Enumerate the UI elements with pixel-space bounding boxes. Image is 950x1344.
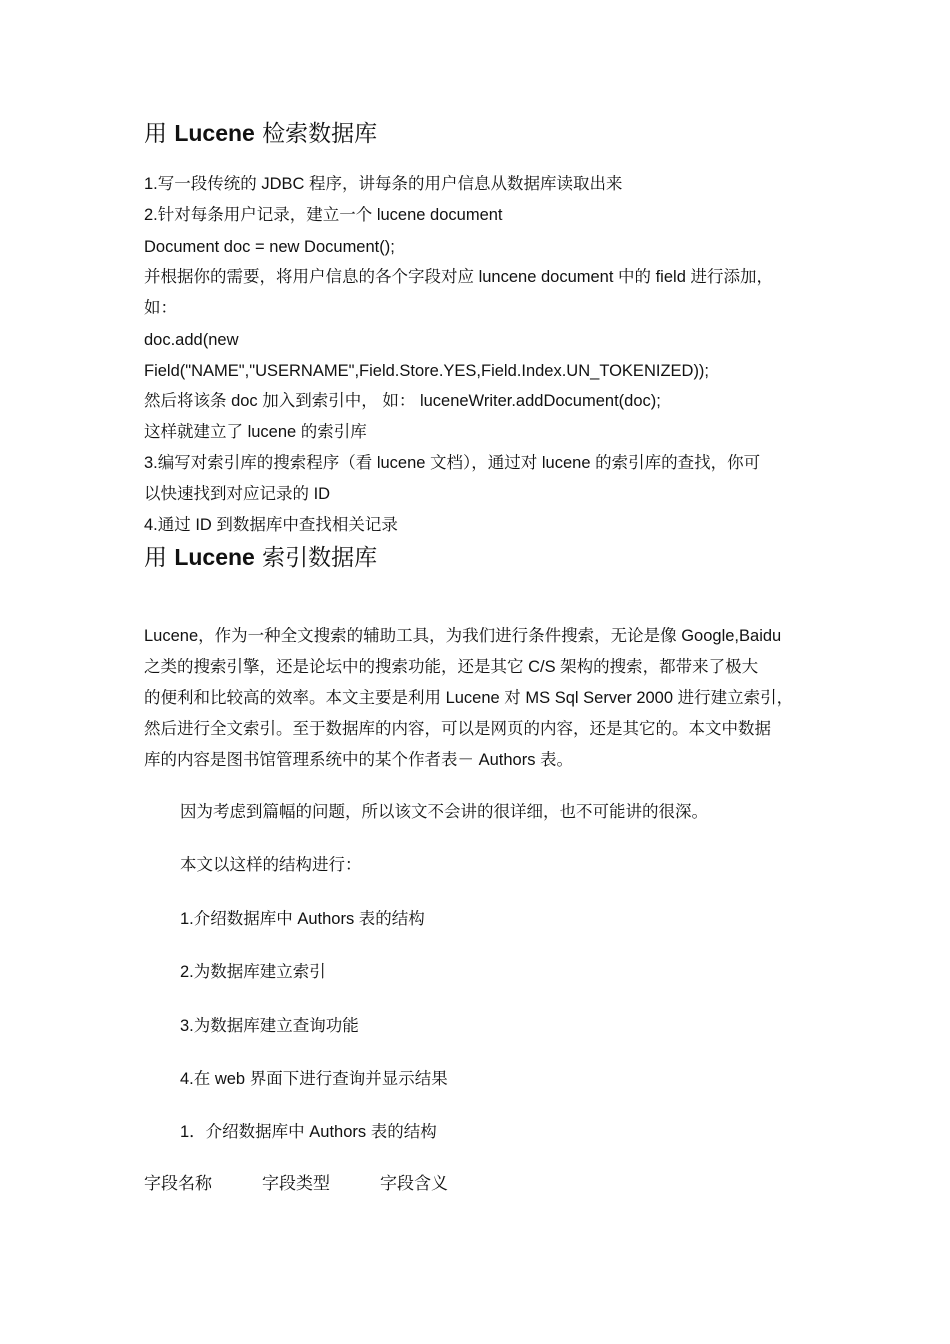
step-1-line: 1.写一段传统的 JDBC 程序，讲每条的用户信息从数据库读取出来 [144, 175, 623, 193]
code-new-document: Document doc = new Document(); [144, 238, 395, 256]
table-header-field-type: 字段类型 [262, 1174, 330, 1194]
intro-line-5: 库的内容是图书馆管理系统中的某个作者表－ Authors 表。 [144, 751, 574, 769]
scope-note: 因为考虑到篇幅的问题，所以该文不会讲的很详细，也不可能讲的很深。 [180, 803, 708, 821]
intro-line-1: Lucene，作为一种全文搜索的辅助工具，为我们进行条件搜索，无论是像 Google,Baidu [144, 627, 782, 645]
field-instruction-cont: 如： [144, 299, 177, 317]
outline-item-1: 1.介绍数据库中 Authors 表的结构 [180, 910, 425, 928]
step-3-cont: 以快速找到对应记录的 ID [144, 485, 331, 503]
outline-item-3: 3.为数据库建立查询功能 [180, 1017, 359, 1035]
outline-item-4: 4.在 web 界面下进行查询并显示结果 [180, 1070, 448, 1088]
step-4-line: 4.通过 ID 到数据库中查找相关记录 [144, 516, 398, 534]
table-header-field-meaning: 字段含义 [380, 1174, 448, 1194]
intro-line-4: 然后进行全文索引。至于数据库的内容，可以是网页的内容，还是其它的。本文中数据 [144, 720, 771, 738]
heading-search-database: 用 Lucene 检索数据库 [144, 120, 378, 147]
code-field-args: Field("NAME","USERNAME",Field.Store.YES,Field.Index.UN_TOKENIZED)); [144, 362, 710, 380]
intro-line-3: 的便利和比较高的效率。本文主要是利用 Lucene 对 MS Sql Server 2000 进行建立索引， [144, 689, 794, 707]
heading-index-database: 用 Lucene 索引数据库 [144, 544, 378, 571]
add-document-line: 然后将该条 doc 加入到索引中， 如： luceneWriter.addDocument(doc); [144, 392, 661, 410]
index-built-line: 这样就建立了 lucene 的索引库 [144, 423, 367, 441]
table-header-field-name: 字段名称 [144, 1174, 212, 1194]
code-doc-add: doc.add(new [144, 331, 239, 349]
outline-item-2: 2.为数据库建立索引 [180, 963, 326, 981]
intro-line-2: 之类的搜索引擎，还是论坛中的搜索功能，还是其它 C/S 架构的搜索，都带来了极大 [144, 658, 759, 676]
section-1-heading: 1．介绍数据库中 Authors 表的结构 [180, 1123, 437, 1141]
structure-intro: 本文以这样的结构进行： [180, 856, 362, 874]
field-instruction-line: 并根据你的需要，将用户信息的各个字段对应 luncene document 中的 field 进行添加， [144, 268, 773, 286]
step-3-line: 3.编写对索引库的搜索程序（看 lucene 文档），通过对 lucene 的索引库的查找，你可 [144, 454, 761, 472]
step-2-line: 2.针对每条用户记录，建立一个 lucene document [144, 206, 503, 224]
